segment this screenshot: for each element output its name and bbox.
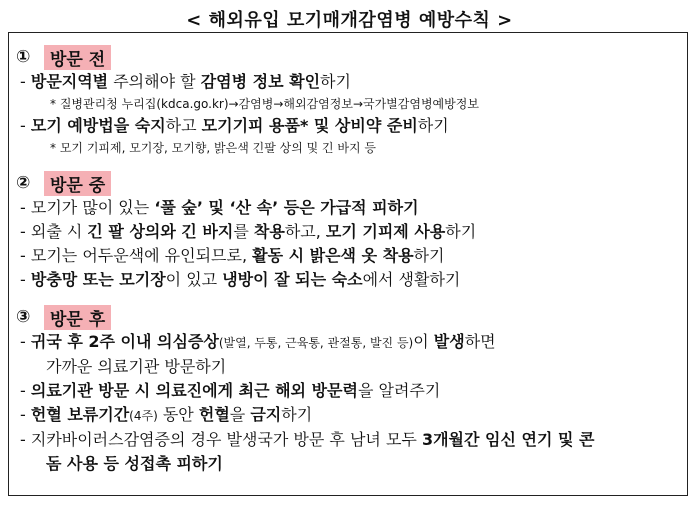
emphasis-text: ‘풀 숲’ 및 ‘산 속’ 등은 가급적 피하기 [154,198,419,217]
list-item [16,244,680,268]
text-segment: 모기가 많이 있는 [30,198,155,217]
list-item [16,379,680,403]
section-before-visit [16,44,680,70]
section-after-visit [16,304,680,330]
emphasis-text: 모기기피 용품* 및 상비약 준비 [201,116,418,135]
section-heading: 방문 중 [44,171,111,196]
section-during-visit [16,170,680,196]
emphasis-text: 헌혈 보류기간 [30,405,130,424]
emphasis-text: 발생 [433,332,465,351]
text-segment: - [20,116,31,135]
text-segment: 하기 [445,222,477,241]
emphasis-text: 모기 기피제 사용 [325,222,446,241]
emphasis-text: 의료기관 방문 시 의료진에게 최근 해외 방문력 [30,381,358,400]
text-segment: - [20,246,31,265]
emphasis-text: 착용 [253,222,285,241]
section-heading: 방문 전 [44,45,111,70]
text-segment: - [20,332,31,351]
text-segment: - [20,430,31,449]
emphasis-text: 헌혈 [198,405,230,424]
list-item [16,268,680,292]
list-item [16,220,680,244]
emphasis-text: 활동 시 밝은색 옷 착용 [252,246,414,265]
emphasis-text: 방문지역별 [30,72,109,91]
section-number: ② [16,173,31,193]
text-segment: - [20,381,31,400]
section-number: ① [16,47,31,67]
text-segment: - [20,222,31,241]
section-heading: 방문 후 [44,305,111,330]
emphasis-text: 냉방이 잘 되는 숙소 [222,270,363,289]
section-number: ③ [16,307,31,327]
emphasis-text: 귀국 후 2주 이내 의심증상 [30,332,219,351]
list-item-continuation: 가까운 의료기관 방문하기 [46,357,227,376]
guideline-content [16,44,680,476]
text-segment: 이 [413,332,434,351]
text-segment: 하기 [281,405,313,424]
list-item [16,70,680,94]
text-segment: 동안 [157,405,199,424]
list-item [16,196,680,220]
text-segment: 를 [233,222,254,241]
emphasis-text: 3개월간 임신 연기 및 콘 [421,430,595,449]
text-segment: 이 있고 [165,270,223,289]
emphasis-text: 금지 [250,405,282,424]
text-segment: 하기 [417,116,449,135]
text-segment: 외출 시 [30,222,88,241]
list-item [16,330,680,355]
text-segment: 지카바이러스감염증의 경우 발생국가 방문 후 남녀 모두 [30,430,422,449]
text-segment: - [20,198,31,217]
text-segment: - [20,72,31,91]
list-item-continuation: 돔 사용 등 성접촉 피하기 [46,454,223,473]
text-segment: - [20,405,31,424]
text-segment: 하면 [464,332,496,351]
text-segment: 에서 생활하기 [362,270,461,289]
text-segment: (4주) [129,409,158,423]
text-segment: 을 알려주기 [357,381,441,400]
emphasis-text: 감염병 정보 확인 [200,72,321,91]
text-segment: 하기 [320,72,351,91]
emphasis-text: 모기 예방법을 숙지 [30,116,166,135]
text-segment: (발열, 두통, 근육통, 관절통, 발진 등) [218,336,414,350]
text-segment: 을 [229,405,251,424]
emphasis-text: 긴 팔 상의와 긴 바지 [87,222,234,241]
text-segment: - [20,270,31,289]
page-title: < 해외유입 모기매개감염병 예방수칙 > [186,10,513,31]
list-item [16,403,680,428]
emphasis-text: 방충망 또는 모기장 [30,270,166,289]
text-segment: 하고, [284,222,326,241]
list-item [16,428,680,452]
list-item [16,114,680,138]
footnote: * 모기 기피제, 모기장, 모기향, 밝은색 긴팔 상의 및 긴 바지 등 [50,141,377,155]
text-segment: 하고 [165,116,202,135]
text-segment: 모기는 어두운색에 유인되므로, [30,246,253,265]
text-segment: 하기 [413,246,445,265]
footnote: * 질병관리청 누리집(kdca.go.kr)→감염병→해외감염정보→국가별감염병예방정보 [50,97,479,111]
text-segment: 주의해야 할 [108,72,201,91]
